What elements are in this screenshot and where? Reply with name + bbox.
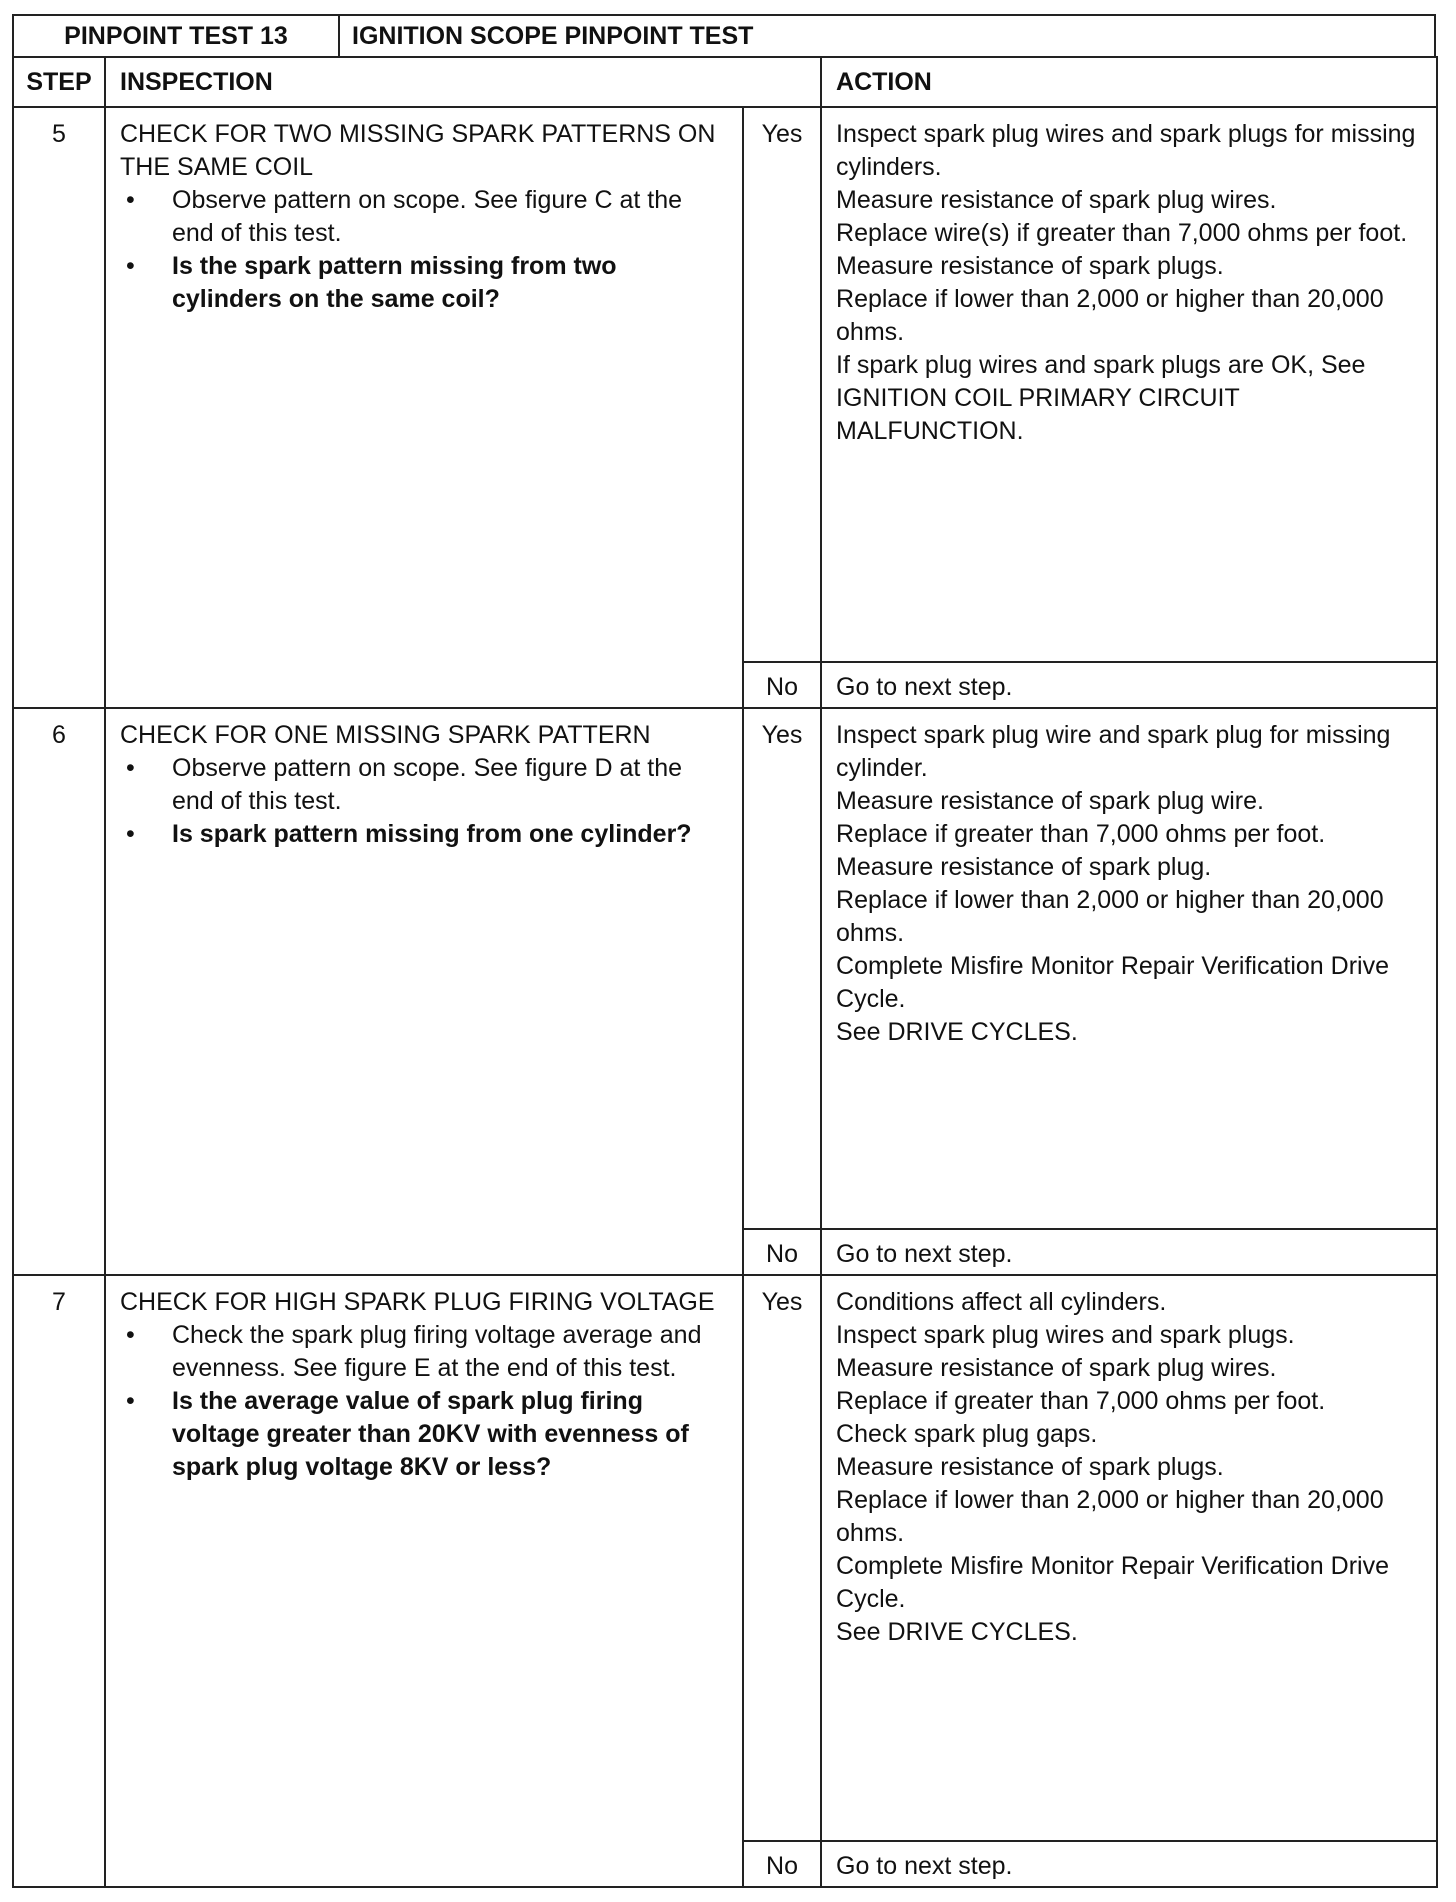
- yes-action: [821, 708, 1437, 1229]
- column-header-action: ACTION: [821, 57, 1437, 107]
- action-line: Measure resistance of spark plug wire.: [836, 787, 1264, 815]
- inspection-question: [120, 818, 730, 851]
- action-line: Complete Misfire Monitor Repair Verification Drive Cycle.: [836, 952, 1389, 1013]
- step-inspection: [105, 1275, 743, 1887]
- no-action: Go to next step.: [821, 1841, 1437, 1887]
- step-6-yes-row: [13, 708, 1437, 1229]
- question-text: Is the spark pattern missing from two cylinders on the same coil?: [172, 252, 617, 313]
- action-line: Measure resistance of spark plugs.: [836, 1453, 1224, 1481]
- action-line: Inspect spark plug wires and spark plugs for missing cylinders.: [836, 120, 1416, 181]
- test-number: PINPOINT TEST 13: [14, 16, 340, 56]
- bullet-text: Observe pattern on scope. See figure D at the end of this test.: [172, 754, 683, 815]
- no-label: No: [743, 1841, 821, 1887]
- action-line: See DRIVE CYCLES.: [836, 1018, 1078, 1046]
- yes-label: Yes: [743, 107, 821, 662]
- test-header: [12, 14, 1436, 58]
- no-label: No: [743, 662, 821, 708]
- bullet-icon: •: [126, 252, 135, 280]
- inspection-question: [120, 1385, 730, 1484]
- pinpoint-test-document: [12, 14, 1438, 1888]
- action-line: Replace if lower than 2,000 or higher than 20,000 ohms.: [836, 886, 1384, 947]
- action-line: Measure resistance of spark plug wires.: [836, 1354, 1277, 1382]
- action-line: Measure resistance of spark plug wires.: [836, 186, 1277, 214]
- column-header-step: STEP: [13, 57, 105, 107]
- yes-action: [821, 107, 1437, 662]
- bullet-icon: •: [126, 820, 135, 848]
- inspection-bullet: [120, 752, 730, 818]
- action-line: Replace wire(s) if greater than 7,000 ohms per foot.: [836, 219, 1408, 247]
- bullet-icon: •: [126, 186, 135, 214]
- inspection-bullet: [120, 1319, 730, 1385]
- action-line: Complete Misfire Monitor Repair Verification Drive Cycle.: [836, 1552, 1389, 1613]
- test-name: IGNITION SCOPE PINPOINT TEST: [352, 21, 754, 50]
- step-5-yes-row: [13, 107, 1437, 662]
- action-line: Replace if lower than 2,000 or higher than 20,000 ohms.: [836, 1486, 1384, 1547]
- inspection-question: [120, 250, 730, 316]
- step-title: CHECK FOR ONE MISSING SPARK PATTERN: [120, 721, 651, 749]
- bullet-icon: •: [126, 754, 135, 782]
- step-number: 6: [13, 708, 105, 1275]
- action-line: If spark plug wires and spark plugs are OK, See IGNITION COIL PRIMARY CIRCUIT MALFUNCTION.: [836, 351, 1366, 445]
- bullet-icon: •: [126, 1387, 135, 1415]
- action-line: Measure resistance of spark plugs.: [836, 252, 1224, 280]
- step-number: 5: [13, 107, 105, 708]
- yes-label: Yes: [743, 1275, 821, 1841]
- action-line: Inspect spark plug wire and spark plug for missing cylinder.: [836, 721, 1391, 782]
- action-line: Inspect spark plug wires and spark plugs.: [836, 1321, 1295, 1349]
- bullet-text: Check the spark plug firing voltage average and evenness. See figure E at the end of this test.: [172, 1321, 702, 1382]
- no-label: No: [743, 1229, 821, 1275]
- yes-action: [821, 1275, 1437, 1841]
- action-line: Replace if greater than 7,000 ohms per foot.: [836, 1387, 1326, 1415]
- action-line: Measure resistance of spark plug.: [836, 853, 1212, 881]
- question-text: Is the average value of spark plug firing voltage greater than 20KV with evenness of spark plug voltage 8KV or less?: [172, 1387, 689, 1481]
- bullet-text: Observe pattern on scope. See figure C at the end of this test.: [172, 186, 683, 247]
- pinpoint-table: [12, 56, 1438, 1888]
- column-header-inspection: INSPECTION: [105, 57, 821, 107]
- step-title: CHECK FOR TWO MISSING SPARK PATTERNS ON THE SAME COIL: [120, 120, 716, 181]
- step-inspection: [105, 708, 743, 1275]
- step-7-yes-row: [13, 1275, 1437, 1841]
- action-line: Replace if greater than 7,000 ohms per foot.: [836, 820, 1326, 848]
- bullet-icon: •: [126, 1321, 135, 1349]
- no-action: Go to next step.: [821, 662, 1437, 708]
- yes-label: Yes: [743, 708, 821, 1229]
- step-title: CHECK FOR HIGH SPARK PLUG FIRING VOLTAGE: [120, 1288, 715, 1316]
- action-line: Check spark plug gaps.: [836, 1420, 1098, 1448]
- action-line: Conditions affect all cylinders.: [836, 1288, 1167, 1316]
- inspection-bullet: [120, 184, 730, 250]
- column-header-row: [13, 57, 1437, 107]
- action-line: See DRIVE CYCLES.: [836, 1618, 1078, 1646]
- action-line: Replace if lower than 2,000 or higher than 20,000 ohms.: [836, 285, 1384, 346]
- no-action: Go to next step.: [821, 1229, 1437, 1275]
- step-number: 7: [13, 1275, 105, 1887]
- question-text: Is spark pattern missing from one cylinder?: [172, 820, 692, 848]
- step-inspection: [105, 107, 743, 708]
